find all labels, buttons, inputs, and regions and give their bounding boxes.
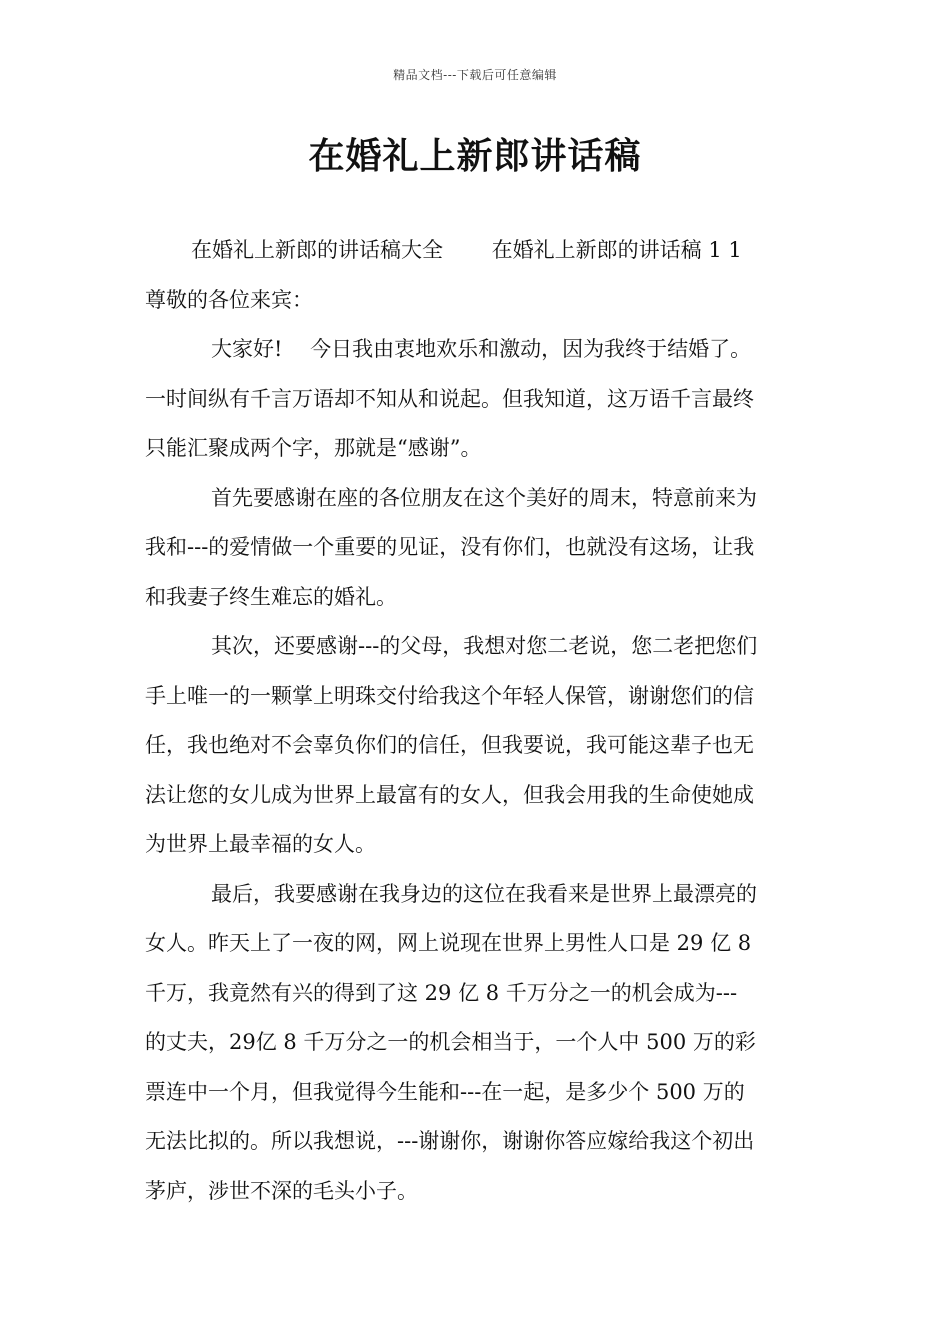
text-line: 首先要感谢在座的各位朋友在这个美好的周末，特意前来为 [211, 485, 757, 510]
text-line: 一时间纵有千言万语却不知从和说起。但我知道，这万语千言最终 [145, 386, 754, 411]
text-line: 尊敬的各位来宾： [145, 287, 313, 312]
paragraph-intro [145, 226, 807, 325]
text-line: 其次，还要感谢---的父母，我想对您二老说，您二老把您们 [211, 634, 758, 658]
text-line: 法让您的女儿成为世界上最富有的女人，但我会用我的生命使她成 [145, 782, 754, 807]
document-body [145, 226, 807, 1216]
text-line: 最后，我要感谢在我身边的这位在我看来是世界上最漂亮的 [211, 881, 757, 906]
text-line: 我和---的爱情做一个重要的见证，没有你们，也就没有这场，让我 [145, 535, 755, 559]
text-line: 大家好! 今日我由衷地欢乐和激动，因为我终于结婚了。 [211, 337, 752, 361]
text-line: 为世界上最幸福的女人。 [145, 832, 376, 856]
text-line: 茅庐，涉世不深的毛头小子。 [145, 1178, 418, 1203]
text-line: 任，我也绝对不会辜负你们的信任，但我要说，我可能这辈子也无 [145, 733, 754, 757]
text-line: 只能汇聚成两个字，那就是“感谢”。 [145, 436, 482, 460]
text-line: 手上唯一的一颗掌上明珠交付给我这个年轻人保管，谢谢您们的信 [145, 683, 754, 708]
text-line: 票连中一个月，但我觉得今生能和---在一起，是多少个 500 万的 [145, 1079, 745, 1104]
paragraph-thanks-wife [145, 870, 807, 1217]
paragraph-thanks-parents [145, 622, 807, 870]
text-line: 千万，我竟然有兴的得到了这 29 亿 8 千万分之一的机会成为--- [145, 980, 738, 1005]
text-line: 的丈夫，29亿 8 千万分之一的机会相当于，一个人中 500 万的彩 [145, 1030, 756, 1054]
text-line: 女人。昨天上了一夜的网，网上说现在世界上男性人口是 29 亿 8 [145, 931, 752, 955]
paragraph-thanks-friends [145, 474, 807, 623]
page-header: 精品文档---下载后可任意编辑 [393, 68, 557, 82]
document-title: 在婚礼上新郎讲话稿 [308, 136, 642, 177]
text-line: 和我妻子终生难忘的婚礼。 [145, 584, 397, 609]
paragraph-greeting [145, 325, 807, 474]
text-line: 无法比拟的。所以我想说，---谢谢你，谢谢你答应嫁给我这个初出 [145, 1129, 755, 1153]
text-line: 在婚礼上新郎的讲话稿大全 在婚礼上新郎的讲话稿 1 1 [191, 238, 742, 262]
